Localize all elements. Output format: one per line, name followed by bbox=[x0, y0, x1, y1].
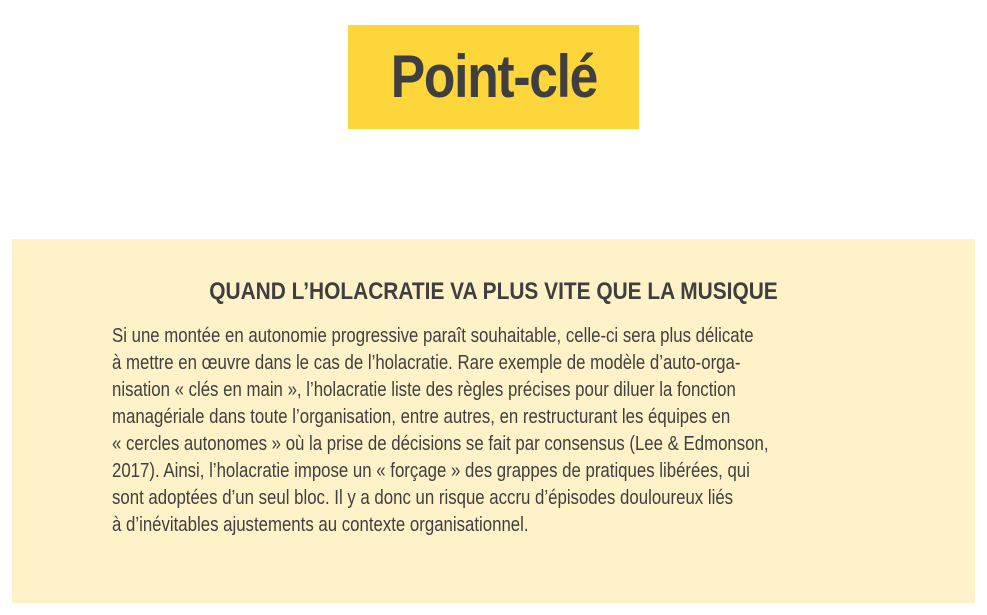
box-heading: QUAND L’HOLACRATIE VA PLUS VITE QUE LA MUSIQUE bbox=[209, 278, 778, 305]
body-line: sont adoptées d’un seul bloc. Il y a donc un risque accru d’épisodes douloureux liés bbox=[112, 487, 734, 509]
body-line: nisation « clés en main », l’holacratie liste des règles précises pour diluer la fonction bbox=[112, 379, 736, 401]
body-line: 2017). Ainsi, l’holacratie impose un « forçage » des grappes de pratiques libérées, qui bbox=[112, 460, 750, 482]
key-point-box bbox=[12, 239, 975, 603]
body-line: à d’inévitables ajustements au contexte organisationnel. bbox=[112, 514, 529, 536]
key-point-badge bbox=[348, 25, 639, 129]
body-line: Si une montée en autonomie progressive paraît souhaitable, celle-ci sera plus délicate bbox=[112, 325, 754, 347]
body-line: « cercles autonomes » où la prise de décisions se fait par consensus (Lee & Edmonson, bbox=[112, 433, 769, 455]
body-line: à mettre en œuvre dans le cas de l’holacratie. Rare exemple de modèle d’auto-orga- bbox=[112, 352, 741, 374]
box-body bbox=[112, 323, 877, 539]
badge-title: Point-clé bbox=[390, 43, 597, 110]
body-line: managériale dans toute l’organisation, entre autres, en restructurant les équipes en bbox=[112, 406, 731, 428]
